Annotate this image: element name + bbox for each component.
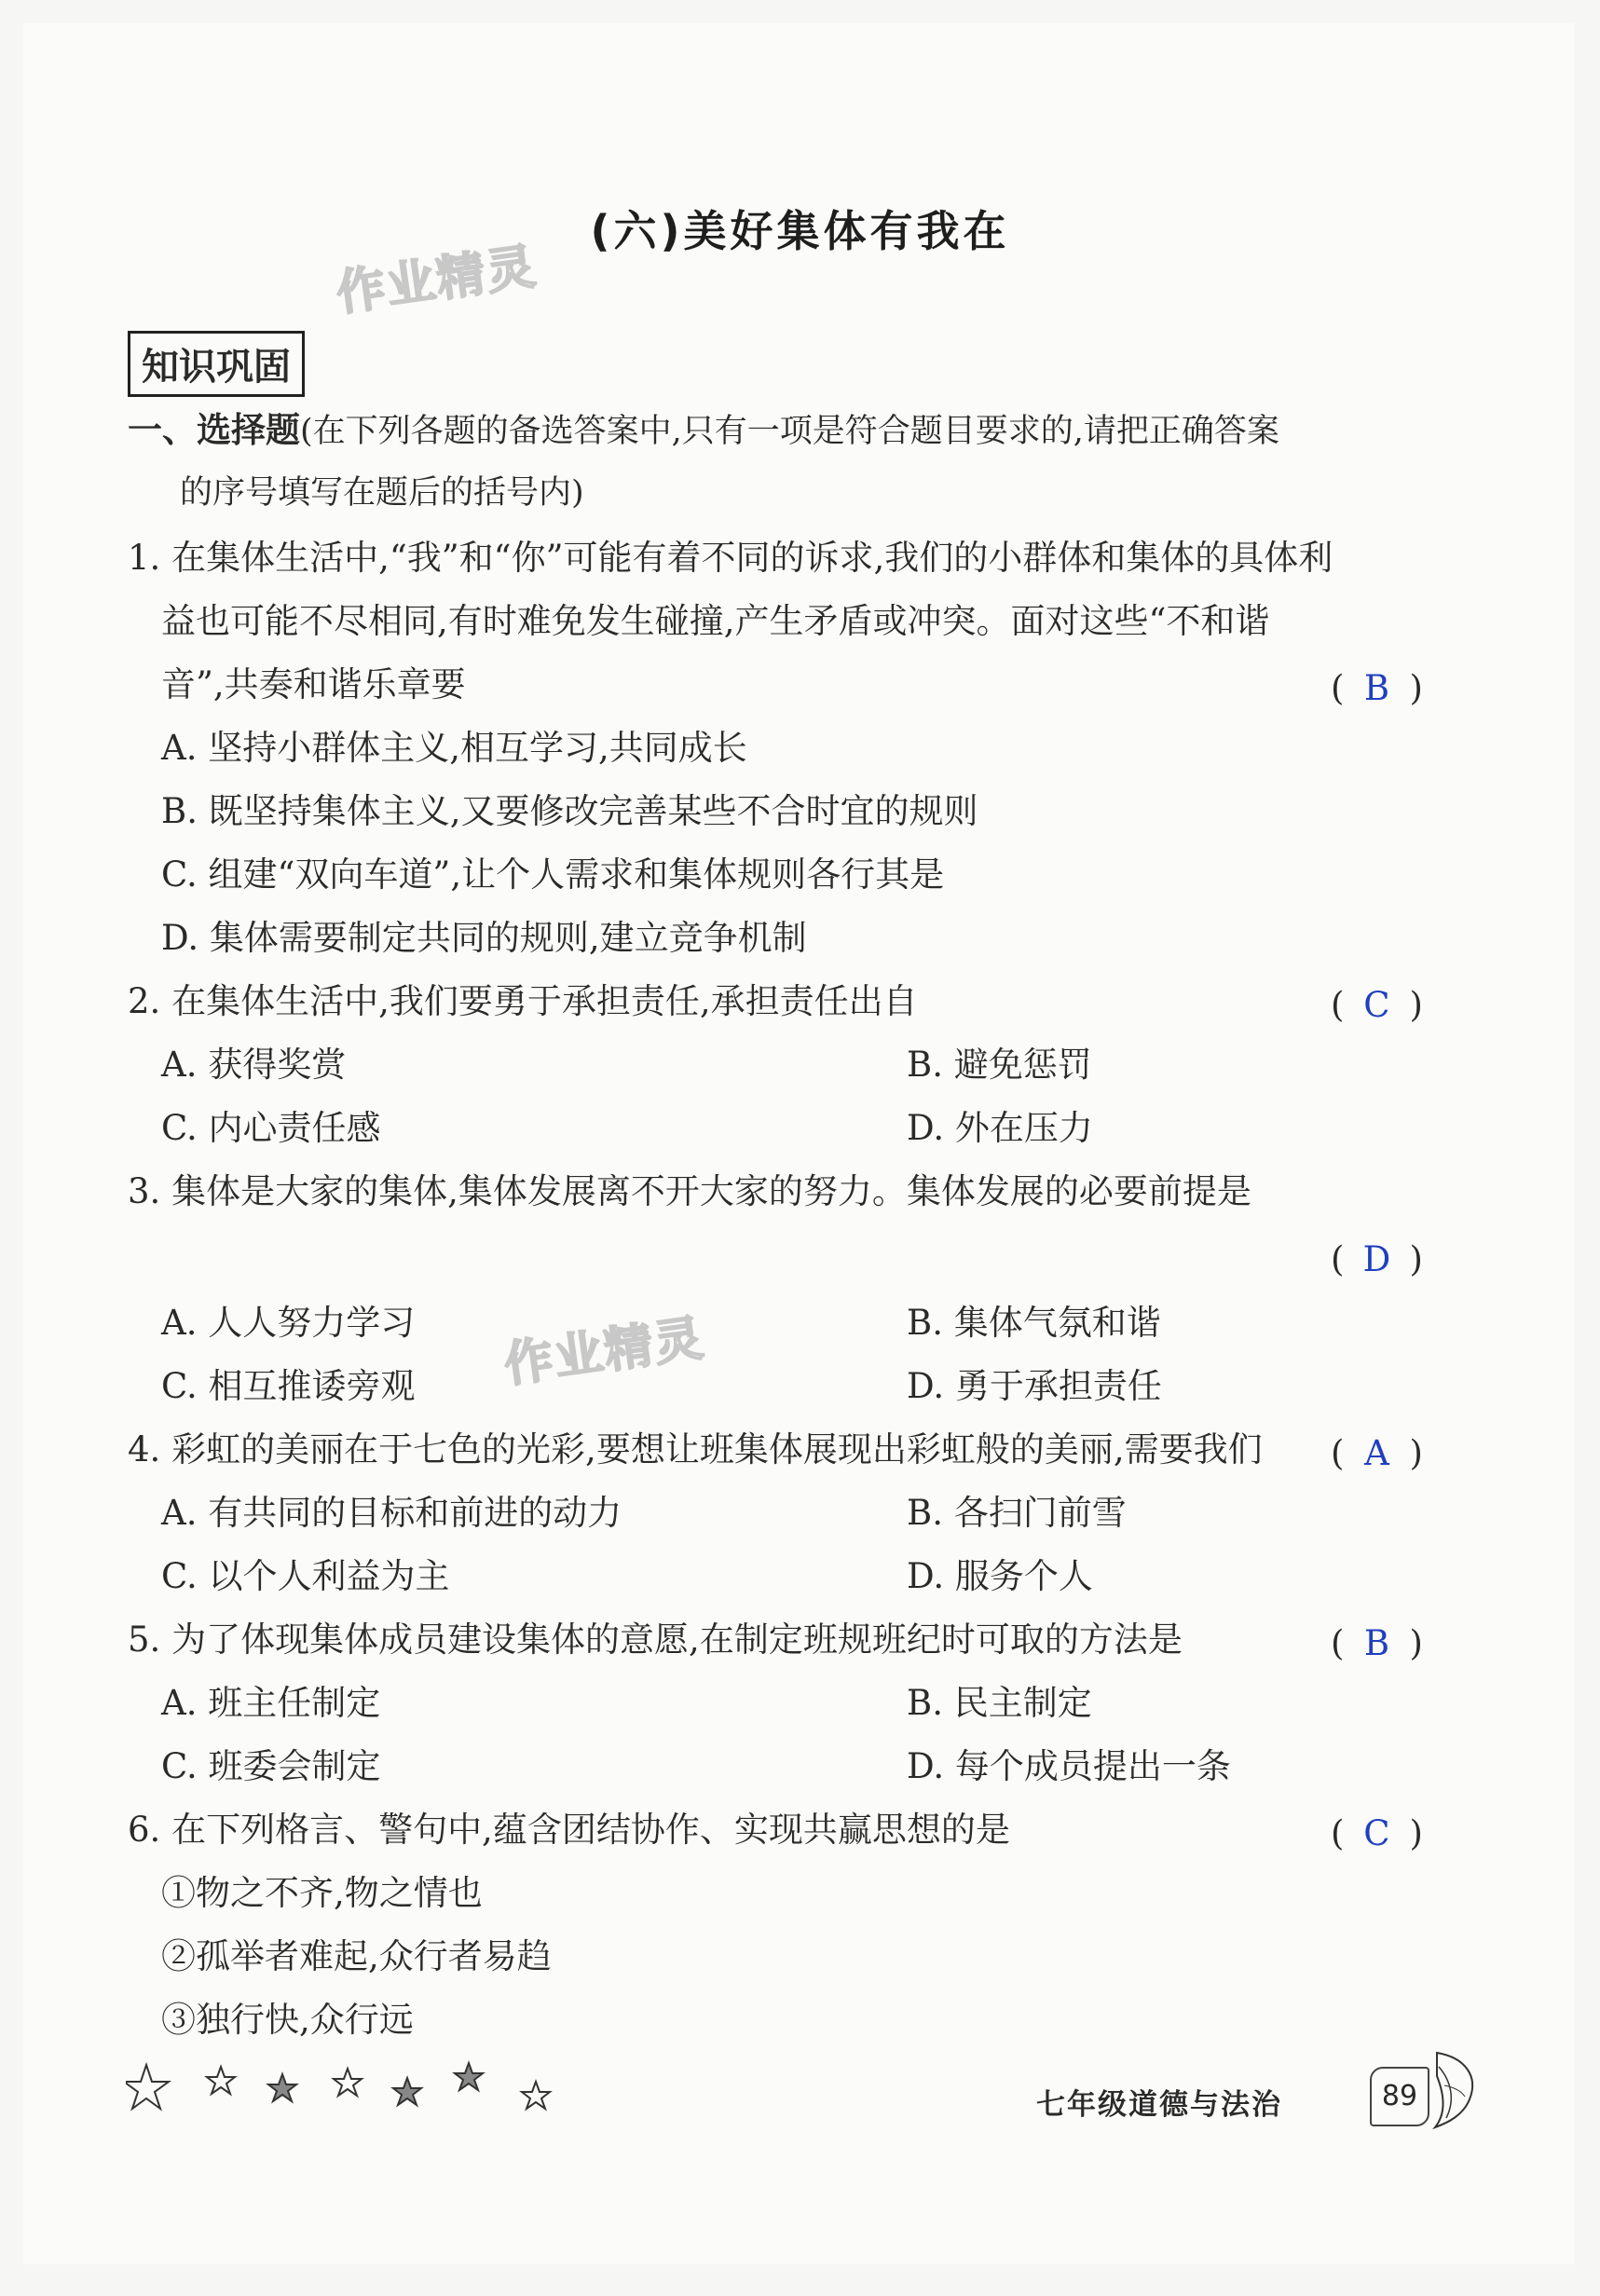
q4-answer-letter: A — [1364, 1433, 1389, 1473]
q5-answer — [1331, 1623, 1423, 1663]
q4-option-a: A. 有共同的目标和前进的动力 — [161, 1493, 622, 1533]
q1-answer — [1331, 668, 1423, 708]
q3-answer-letter: D — [1362, 1239, 1391, 1279]
watermark-middle: 作业精灵 — [500, 1310, 708, 1394]
star-icon — [522, 2082, 550, 2109]
q5-option-a: A. 班主任制定 — [161, 1683, 381, 1723]
paren-open: ( — [1331, 1813, 1345, 1853]
q5-answer-letter: B — [1363, 1623, 1390, 1663]
leaf-decoration-icon — [1428, 2048, 1484, 2132]
star-icon — [455, 2063, 483, 2090]
q2-answer-letter: C — [1363, 985, 1390, 1025]
q5-option-c: C. 班委会制定 — [161, 1746, 381, 1786]
q6-answer-letter: C — [1363, 1813, 1390, 1853]
paren-close: ) — [1409, 1433, 1423, 1473]
q2-stem: 2. 在集体生活中,我们要勇于承担责任,承担责任出自 — [128, 981, 918, 1021]
section-box-title: 知识巩固 — [128, 331, 305, 397]
q1-answer-letter: B — [1363, 668, 1390, 708]
q4-stem: 4. 彩虹的美丽在于七色的光彩,要想让班集体展现出彩虹般的美丽,需要我们 — [128, 1429, 1263, 1469]
q3-answer — [1331, 1239, 1423, 1279]
q1-line1: 1. 在集体生活中,“我”和“你”可能有着不同的诉求,我们的小群体和集体的具体利 — [128, 538, 1333, 578]
q4-option-d: D. 服务个人 — [907, 1556, 1093, 1596]
q2-answer — [1331, 985, 1423, 1025]
q6-stem: 6. 在下列格言、警句中,蕴含团结协作、实现共赢思想的是 — [128, 1810, 1010, 1850]
q3-option-a: A. 人人努力学习 — [161, 1303, 416, 1343]
q1-line2: 益也可能不尽相同,有时难免发生碰撞,产生矛盾或冲突。面对这些“不和谐 — [161, 601, 1270, 641]
q6-answer — [1331, 1813, 1423, 1853]
q5-option-b: B. 民主制定 — [907, 1683, 1092, 1723]
section-instruction-2: 的序号填写在题后的括号内) — [180, 474, 584, 512]
section-instruction-1: (在下列各题的备选答案中,只有一项是符合题目要求的,请把正确答案 — [300, 413, 1279, 450]
star-icon — [334, 2069, 362, 2096]
star-icon — [207, 2067, 235, 2094]
watermark-top: 作业精灵 — [333, 239, 540, 322]
paren-open: ( — [1331, 668, 1345, 708]
star-icon — [268, 2074, 296, 2101]
paren-close: ) — [1409, 1623, 1423, 1663]
q6-item-2: ②孤举者难起,众行者易趋 — [161, 1936, 552, 1976]
q5-option-d: D. 每个成员提出一条 — [907, 1746, 1231, 1786]
q6-item-3: ③独行快,众行远 — [161, 2000, 414, 2040]
paren-open: ( — [1331, 1623, 1345, 1663]
star-icon — [126, 2065, 169, 2109]
q2-option-a: A. 获得奖赏 — [161, 1045, 347, 1085]
footer-subject: 七年级道德与法治 — [1036, 2088, 1282, 2122]
decorative-stars-icon — [126, 2059, 564, 2125]
q3-option-d: D. 勇于承担责任 — [907, 1366, 1162, 1406]
q1-option-b: B. 既坚持集体主义,又要修改完善某些不合时宜的规则 — [161, 791, 978, 831]
q2-option-c: C. 内心责任感 — [161, 1108, 381, 1148]
q1-line3: 音”,共奏和谐乐章要 — [161, 664, 466, 704]
q4-option-b: B. 各扫门前雪 — [907, 1493, 1127, 1533]
paren-close: ) — [1409, 1239, 1423, 1279]
paren-close: ) — [1409, 1813, 1423, 1853]
paren-open: ( — [1331, 1239, 1345, 1279]
q1-option-d: D. 集体需要制定共同的规则,建立竞争机制 — [161, 918, 807, 958]
paren-open: ( — [1331, 1433, 1345, 1473]
page-title: (六)美好集体有我在 — [590, 206, 1010, 256]
q3-option-c: C. 相互推诿旁观 — [161, 1366, 416, 1406]
q4-answer — [1331, 1433, 1423, 1473]
q5-stem: 5. 为了体现集体成员建设集体的意愿,在制定班规班纪时可取的方法是 — [128, 1620, 1183, 1660]
paren-open: ( — [1331, 985, 1345, 1025]
q1-option-c: C. 组建“双向车道”,让个人需求和集体规则各行其是 — [161, 854, 945, 895]
q2-option-d: D. 外在压力 — [907, 1108, 1093, 1148]
q4-option-c: C. 以个人利益为主 — [161, 1556, 450, 1596]
q1-option-a: A. 坚持小群体主义,相互学习,共同成长 — [161, 728, 747, 768]
q2-option-b: B. 避免惩罚 — [907, 1045, 1092, 1085]
paren-close: ) — [1409, 985, 1423, 1025]
page-number: 89 — [1370, 2067, 1429, 2126]
star-icon — [393, 2078, 421, 2105]
q3-option-b: B. 集体气氛和谐 — [907, 1303, 1161, 1343]
section-heading-line — [128, 410, 1279, 451]
paren-close: ) — [1409, 668, 1423, 708]
q6-item-1: ①物之不齐,物之情也 — [161, 1873, 483, 1913]
q3-stem: 3. 集体是大家的集体,集体发展离不开大家的努力。集体发展的必要前提是 — [128, 1171, 1251, 1211]
section-heading: 一、选择题 — [128, 410, 300, 450]
